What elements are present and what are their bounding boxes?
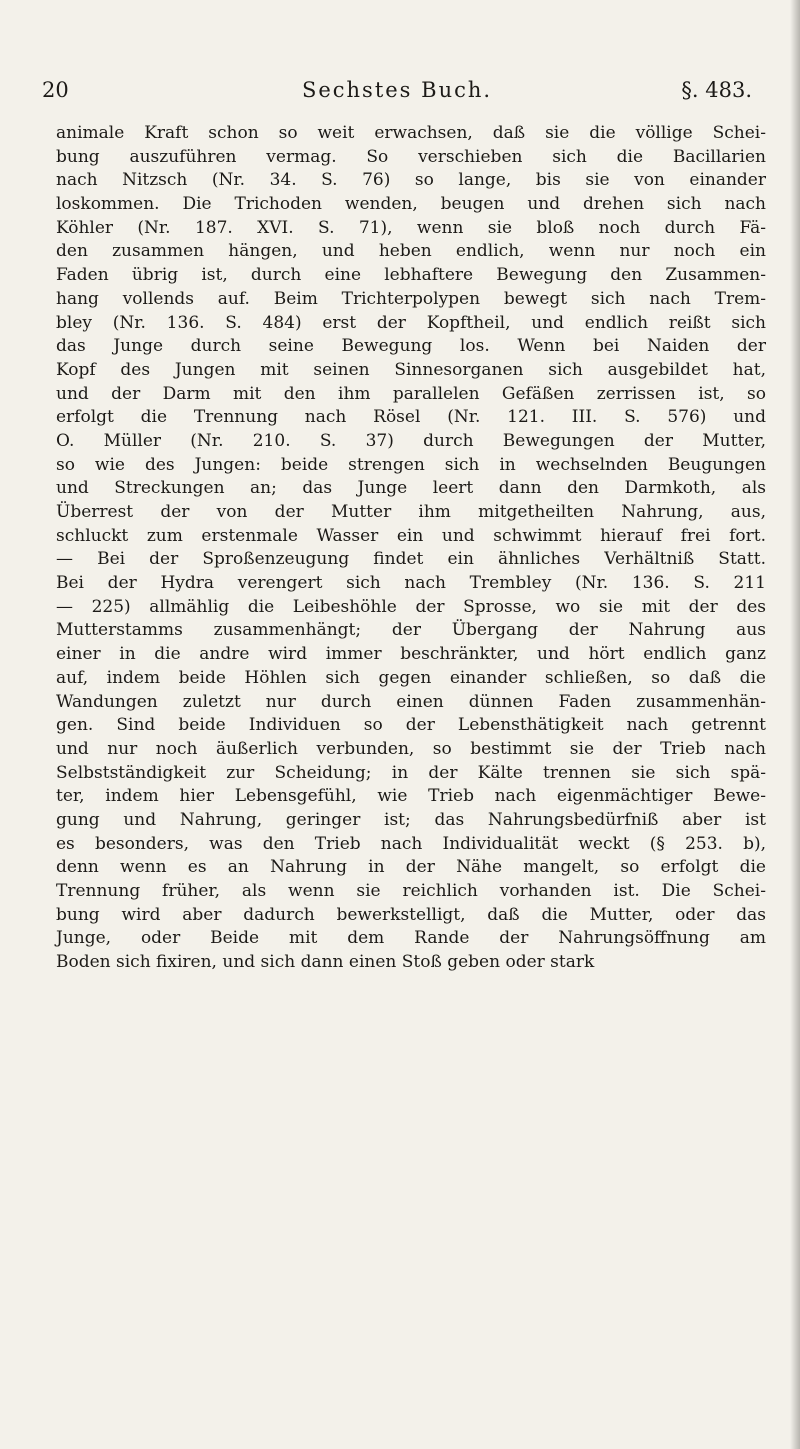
text-line: es besonders, was den Trieb nach Individualität weckt (§ 253. b), [56, 833, 766, 854]
text-line: und Streckungen an; das Junge leert dann den Darmkoth, als [56, 478, 766, 499]
text-line: — Bei der Sproßenzeugung findet ein ähnliches Verhältniß Statt. [56, 549, 766, 570]
text-line: Kopf des Jungen mit seinen Sinnesorganen sich ausgebildet hat, [56, 359, 766, 380]
text-line: bley (Nr. 136. S. 484) erst der Kopftheil, und endlich reißt sich [56, 312, 766, 333]
text-line: so wie des Jungen: beide strengen sich in wechselnden Beugungen [56, 454, 766, 475]
body-text [56, 122, 766, 975]
text-line: Köhler (Nr. 187. XVI. S. 71), wenn sie bloß noch durch Fä- [56, 217, 766, 238]
text-line: O. Müller (Nr. 210. S. 37) durch Bewegungen der Mutter, [56, 430, 766, 451]
text-line: das Junge durch seine Bewegung los. Wenn bei Naiden der [56, 336, 766, 357]
text-line: und der Darm mit den ihm parallelen Gefäßen zerrissen ist, so [56, 383, 766, 404]
text-line: gung und Nahrung, geringer ist; das Nahrungsbedürfniß aber ist [56, 809, 766, 830]
text-line: Trennung früher, als wenn sie reichlich vorhanden ist. Die Schei- [56, 881, 766, 901]
text-line: gen. Sind beide Individuen so der Lebensthätigkeit nach getrennt [56, 715, 766, 736]
page-edge-shadow [790, 0, 800, 1449]
text-line: schluckt zum erstenmale Wasser ein und schwimmt hierauf frei fort. [56, 525, 766, 546]
book-title: Sechstes Buch. [301, 78, 493, 102]
text-line: Überrest der von der Mutter ihm mitgetheilten Nahrung, aus, [56, 502, 766, 522]
section-number: §. 483. [681, 78, 752, 102]
text-line: nach Nitzsch (Nr. 34. S. 76) so lange, bis sie von einander [56, 170, 766, 191]
text-line: bung wird aber dadurch bewerkstelligt, daß die Mutter, oder das [56, 904, 766, 925]
text-line: loskommen. Die Trichoden wenden, beugen und drehen sich nach [56, 194, 766, 215]
text-line: ter, indem hier Lebensgefühl, wie Trieb nach eigenmächtiger Bewe- [56, 786, 766, 807]
text-line: animale Kraft schon so weit erwachsen, daß sie die völlige Schei- [56, 123, 766, 143]
text-line: denn wenn es an Nahrung in der Nähe mangelt, so erfolgt die [56, 857, 766, 878]
text-line: Mutterstamms zusammenhängt; der Übergang der Nahrung aus [56, 620, 766, 641]
text-line: einer in die andre wird immer beschränkter, und hört endlich ganz [56, 644, 766, 665]
text-line: — 225) allmählig die Leibeshöhle der Sprosse, wo sie mit der des [56, 596, 766, 617]
text-line: Boden sich fixiren, und sich dann einen Stoß geben oder stark [56, 952, 595, 973]
text-line: hang vollends auf. Beim Trichterpolypen bewegt sich nach Trem- [56, 288, 766, 309]
text-line: Faden übrig ist, durch eine lebhaftere Bewegung den Zusammen- [56, 265, 766, 286]
text-line: Bei der Hydra verengert sich nach Trembley (Nr. 136. S. 211 [56, 573, 766, 594]
text-line: Selbstständigkeit zur Scheidung; in der Kälte trennen sie sich spä- [56, 762, 766, 783]
text-line: bung auszuführen vermag. So verschieben sich die Bacillarien [56, 146, 766, 167]
text-line: und nur noch äußerlich verbunden, so bestimmt sie der Trieb nach [56, 738, 766, 759]
text-line: den zusammen hängen, und heben endlich, wenn nur noch ein [56, 241, 766, 262]
text-line: auf, indem beide Höhlen sich gegen einander schließen, so daß die [56, 667, 766, 688]
text-line: Wandungen zuletzt nur durch einen dünnen Faden zusammenhän- [56, 691, 766, 712]
text-line: Junge, oder Beide mit dem Rande der Nahrungsöffnung am [56, 928, 766, 949]
page-number: 20 [42, 78, 69, 102]
text-line: erfolgt die Trennung nach Rösel (Nr. 121. III. S. 576) und [56, 407, 766, 428]
running-head [42, 78, 752, 108]
